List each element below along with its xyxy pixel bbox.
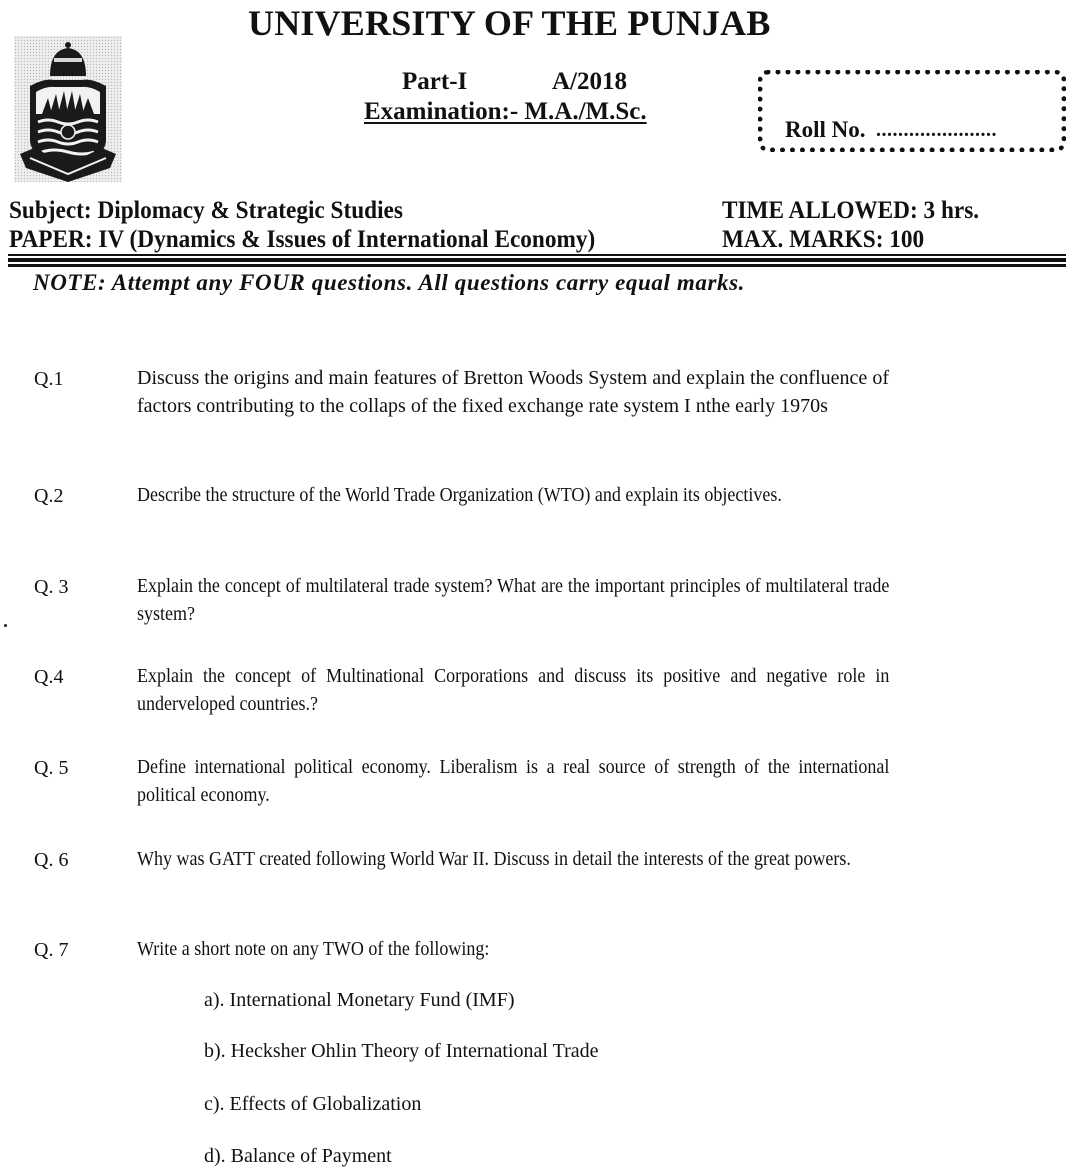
paper-line: PAPER: IV (Dynamics & Issues of International Economy)	[9, 226, 596, 253]
q7-option-d: d). Balance of Payment	[204, 1145, 392, 1167]
question-text: Why was GATT created following World War II. Discuss in detail the interests of the great powers.	[137, 848, 851, 870]
question-text: Write a short note on any TWO of the following:	[137, 938, 490, 960]
time-allowed: TIME ALLOWED: 3 hrs.	[722, 197, 980, 224]
question-number: Q.4	[34, 666, 64, 688]
header-divider	[8, 254, 1066, 267]
q7-option-a: a). International Monetary Fund (IMF)	[204, 989, 515, 1011]
q7-option-b: b). Hecksher Ohlin Theory of International Trade	[204, 1040, 599, 1062]
university-title: UNIVERSITY OF THE PUNJAB	[248, 3, 771, 43]
exam-part: Part-I	[402, 68, 468, 95]
question-number: Q.2	[34, 485, 64, 507]
roll-number-label: Roll No.	[785, 117, 866, 142]
exam-session: A/2018	[552, 68, 627, 95]
question-text: Discuss the origins and main features of Bretton Woods System and explain the confluence of factors contributing to the collaps of the fixed exchange rate system I nthe early 1970s	[137, 367, 889, 417]
question-text: Describe the structure of the World Trade Organization (WTO) and explain its objectives.	[137, 484, 782, 506]
question-number: Q. 3	[34, 576, 69, 598]
question-number: Q. 5	[34, 757, 69, 779]
roll-number-field: ......................	[876, 119, 997, 141]
question-number: Q.1	[34, 368, 64, 390]
examination-title: Examination:- M.A./M.Sc.	[364, 98, 647, 125]
instructions-note: NOTE: Attempt any FOUR questions. All questions carry equal marks.	[33, 270, 745, 295]
question-number: Q. 7	[34, 939, 69, 961]
question-text: Explain the concept of Multinational Corporations and discuss its positive and negative role in underveloped countries.?	[137, 665, 890, 715]
scan-artifact	[4, 624, 7, 627]
subject-line: Subject: Diplomacy & Strategic Studies	[9, 197, 403, 224]
question-number: Q. 6	[34, 849, 69, 871]
question-text: Explain the concept of multilateral trade system? What are the important principles of multilateral trade system?	[137, 575, 890, 625]
question-text: Define international political economy. Liberalism is a real source of strength of the international political economy.	[137, 756, 890, 806]
q7-option-c: c). Effects of Globalization	[204, 1093, 422, 1115]
university-crest-icon	[14, 36, 122, 182]
roll-number-box	[758, 70, 1066, 152]
max-marks: MAX. MARKS: 100	[722, 226, 925, 253]
